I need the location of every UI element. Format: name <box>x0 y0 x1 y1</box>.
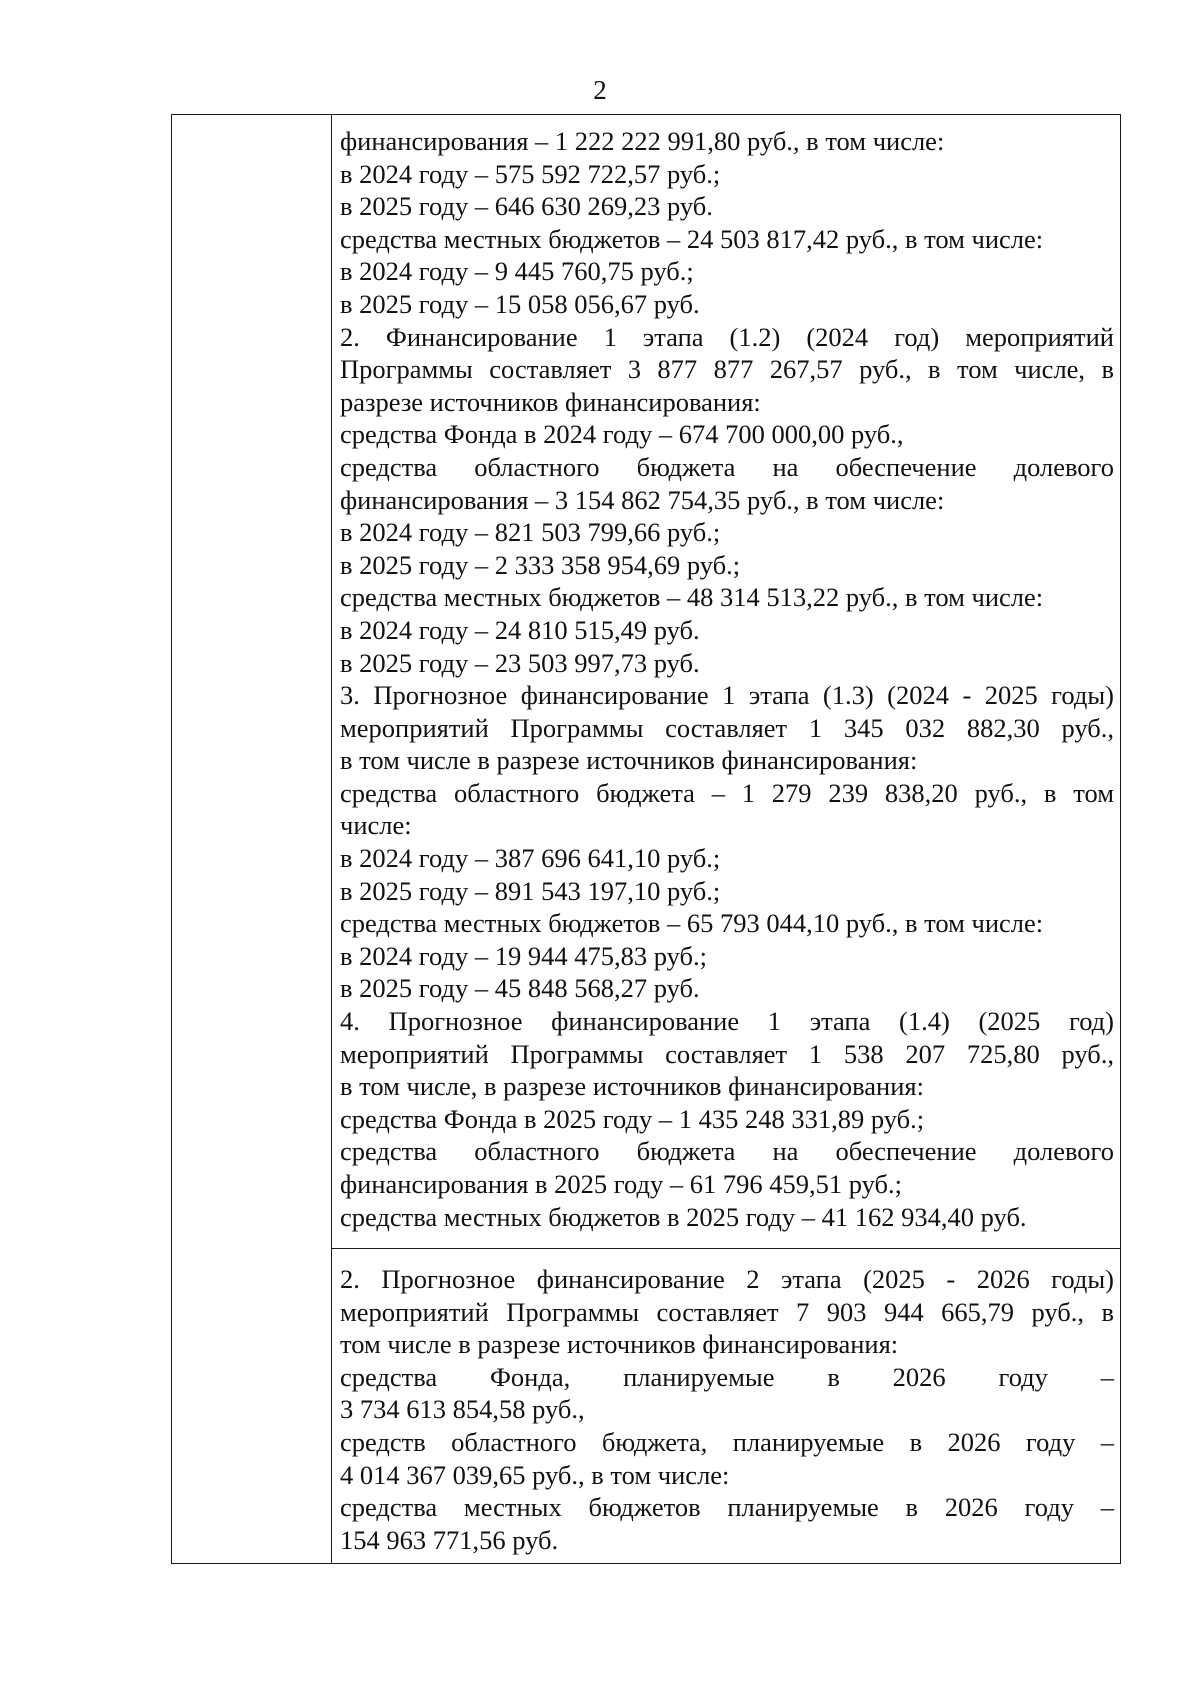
text-line: в том числе, в разрезе источников финансирования: <box>340 1071 924 1102</box>
text-line: том числе в разрезе источников финансирования: <box>340 1329 899 1360</box>
text-line: числе: <box>340 810 412 841</box>
text-line: в 2025 году – 2 333 358 954,69 руб.; <box>340 549 741 580</box>
table-cell-stage-2 <box>332 1249 1120 1563</box>
table-left-column <box>172 115 332 1563</box>
text-line: 154 963 771,56 руб. <box>340 1524 559 1555</box>
text-line: в 2024 году – 575 592 722,57 руб.; <box>340 158 721 189</box>
text-line: в 2024 году – 821 503 799,66 руб.; <box>340 517 721 548</box>
text-line: средства местных бюджетов – 24 503 817,42 руб., в том числе: <box>340 223 1044 254</box>
text-line: мероприятий Программы составляет 1 345 032 882,30 руб., <box>340 712 1114 743</box>
text-line: средства Фонда, планируемые в 2026 году – <box>340 1361 1114 1392</box>
text-line: 2. Финансирование 1 этапа (1.2) (2024 год) мероприятий <box>340 321 1114 352</box>
text-line: средства местных бюджетов – 65 793 044,10 руб., в том числе: <box>340 908 1044 939</box>
text-line: средства областного бюджета – 1 279 239 838,20 руб., в том <box>340 777 1114 808</box>
text-line: мероприятий Программы составляет 1 538 207 725,80 руб., <box>340 1038 1114 1069</box>
text-line: в 2025 году – 646 630 269,23 руб. <box>340 191 713 222</box>
text-line: 4 014 367 039,65 руб., в том числе: <box>340 1459 730 1490</box>
text-line: 4. Прогнозное финансирование 1 этапа (1.4) (2025 год) <box>340 1006 1114 1037</box>
text-line: финансирования в 2025 году – 61 796 459,51 руб.; <box>340 1169 902 1199</box>
page-number: 2 <box>593 75 607 105</box>
text-line: средства местных бюджетов в 2025 году – 41 162 934,40 руб. <box>340 1201 1027 1232</box>
text-line: в 2025 году – 23 503 997,73 руб. <box>340 647 700 678</box>
text-line: Программы составляет 3 877 877 267,57 руб., в том числе, в <box>340 354 1114 385</box>
text-line: средства областного бюджета на обеспечение долевого <box>340 1136 1114 1167</box>
text-line: в том числе в разрезе источников финансирования: <box>340 745 918 776</box>
text-line: средства местных бюджетов – 48 314 513,22 руб., в том числе: <box>340 582 1044 613</box>
text-line: в 2024 году – 24 810 515,49 руб. <box>340 614 700 645</box>
text-line: в 2025 году – 891 543 197,10 руб.; <box>340 875 721 906</box>
text-line: средства областного бюджета на обеспечение долевого <box>340 451 1114 482</box>
text-line: 3 734 613 854,58 руб., <box>340 1394 585 1425</box>
financing-table <box>171 114 1121 1564</box>
text-line: финансирования – 3 154 862 754,35 руб., в том числе: <box>340 484 945 515</box>
text-line: средства Фонда в 2024 году – 674 700 000,00 руб., <box>340 419 904 450</box>
text-line: средства Фонда в 2025 году – 1 435 248 331,89 руб.; <box>340 1103 925 1134</box>
text-line: в 2025 году – 15 058 056,67 руб. <box>340 288 700 319</box>
text-line: финансирования – 1 222 222 991,80 руб., в том числе: <box>340 126 945 156</box>
text-line: 2. Прогнозное финансирование 2 этапа (2025 - 2026 годы) <box>340 1264 1114 1294</box>
text-line: в 2024 году – 19 944 475,83 руб.; <box>340 940 707 971</box>
text-line: в 2024 году – 9 445 760,75 руб.; <box>340 256 694 287</box>
text-line: средств областного бюджета, планируемые в 2026 году – <box>340 1426 1114 1457</box>
text-line: 3. Прогнозное финансирование 1 этапа (1.3) (2024 - 2025 годы) <box>340 680 1114 711</box>
text-line: в 2025 году – 45 848 568,27 руб. <box>340 973 700 1004</box>
table-cell-stage-1 <box>332 115 1120 1249</box>
text-line: разрезе источников финансирования: <box>340 386 761 417</box>
text-line: в 2024 году – 387 696 641,10 руб.; <box>340 843 721 874</box>
text-line: средства местных бюджетов планируемые в 2026 году – <box>340 1492 1114 1523</box>
text-line: мероприятий Программы составляет 7 903 944 665,79 руб., в <box>340 1296 1114 1327</box>
